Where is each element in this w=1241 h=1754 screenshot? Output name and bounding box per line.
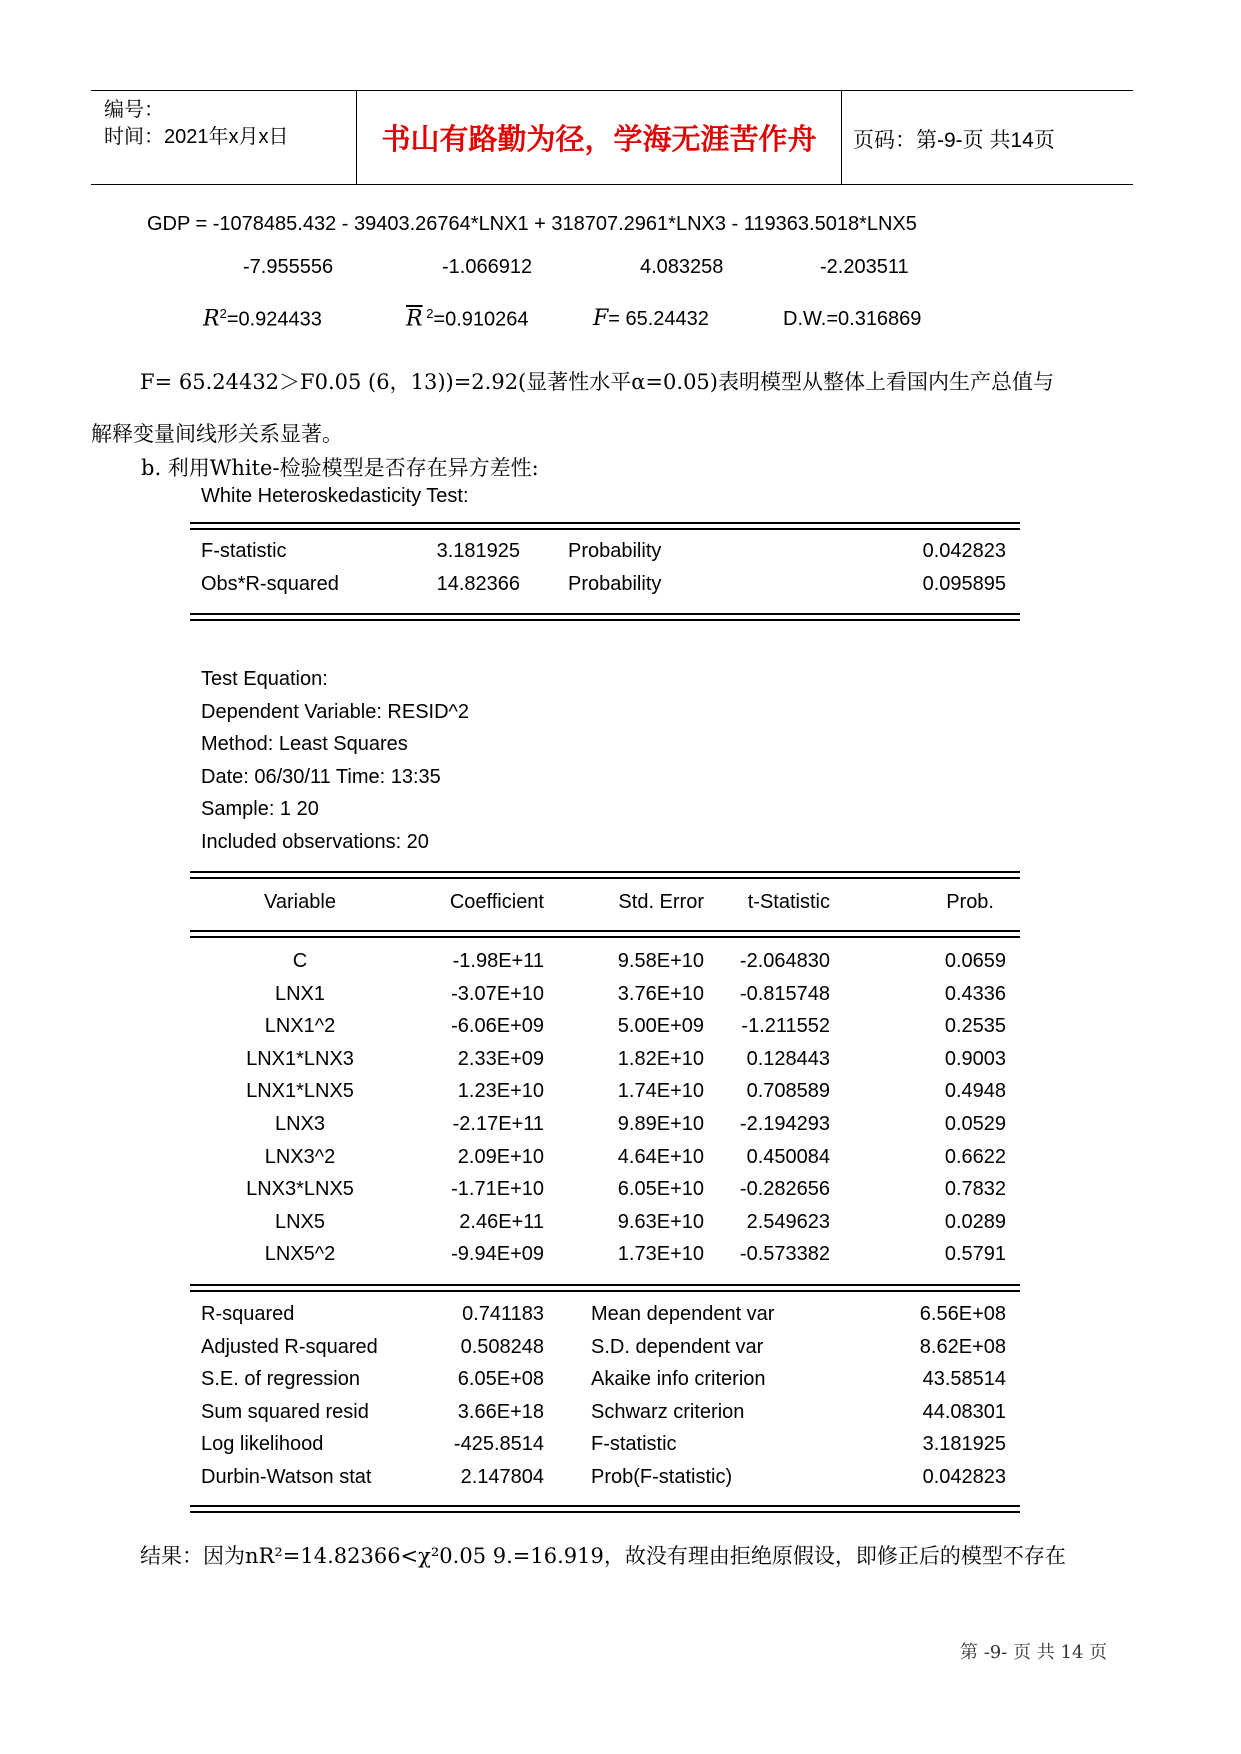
coef-variable: LNX3^2 (264, 1145, 336, 1168)
summary-label-right: Prob(F-statistic) (591, 1466, 733, 1488)
summary-value-left: 3.66E+18 (457, 1400, 544, 1423)
t-value-3: 4.083258 (640, 256, 724, 278)
motto: 书山有路勤为径，学海无涯苦作舟 (381, 124, 817, 156)
table-double-rule (190, 871, 1020, 879)
summary-label-right: Schwarz criterion (591, 1400, 745, 1423)
test-info-line: Dependent Variable: RESID^2 (201, 700, 470, 723)
header-page-cell (842, 91, 1133, 184)
coef-t-statistic: 2.549623 (746, 1210, 830, 1233)
coef-std-error: 1.74E+10 (617, 1080, 704, 1103)
result-line: 结果：因为nR²=14.82366<χ²0.05 9.=16.919，故没有理由拒绝原假设，即修正后的模型不存在 (140, 1544, 1066, 1568)
summary-label-left: Log likelihood (201, 1433, 324, 1456)
coef-prob: 0.5791 (944, 1243, 1006, 1266)
white-stat-prob-label: Probability (568, 540, 662, 562)
page-header (91, 90, 1133, 185)
coef-std-error: 9.89E+10 (617, 1113, 704, 1135)
coef-std-error: 1.73E+10 (617, 1243, 704, 1266)
coef-prob: 0.7832 (944, 1178, 1006, 1201)
summary-value-left: 6.05E+08 (457, 1368, 544, 1391)
summary-value-right: 6.56E+08 (919, 1303, 1006, 1325)
coef-t-statistic: -0.815748 (739, 982, 830, 1005)
coef-prob: 0.6622 (944, 1145, 1006, 1168)
summary-value-right: 8.62E+08 (919, 1335, 1006, 1358)
white-stat-prob: 0.095895 (922, 573, 1006, 595)
col-header-std-error: Std. Error (618, 891, 704, 913)
coef-value: -6.06E+09 (451, 1015, 544, 1038)
coef-variable: LNX3 (274, 1113, 326, 1135)
summary-value-left: 0.741183 (462, 1303, 544, 1325)
coef-prob: 0.0529 (944, 1113, 1006, 1135)
test-info-line: Date: 06/30/11 Time: 13:35 (201, 765, 441, 788)
header-motto-cell (357, 91, 842, 184)
test-info-line: Method: Least Squares (201, 733, 408, 756)
summary-value-right: 3.181925 (922, 1433, 1006, 1456)
coef-std-error: 5.00E+09 (617, 1015, 704, 1038)
white-stat-value: 14.82366 (436, 573, 520, 595)
time-label: 时间：2021年x月x日 (104, 126, 289, 148)
summary-value-right: 43.58514 (922, 1368, 1006, 1391)
summary-value-left: 2.147804 (460, 1466, 544, 1488)
t-value-4: -2.203511 (820, 256, 909, 278)
summary-label-right: F-statistic (591, 1433, 677, 1456)
coef-value: 2.09E+10 (457, 1145, 544, 1168)
coef-value: 2.33E+09 (457, 1047, 544, 1070)
col-header-variable: Variable (264, 891, 336, 913)
coef-prob: 0.0659 (944, 950, 1006, 972)
coef-t-statistic: 0.708589 (746, 1080, 830, 1103)
coef-t-statistic: -2.194293 (739, 1113, 830, 1135)
coef-variable: LNX3*LNX5 (246, 1178, 354, 1201)
coef-prob: 0.4336 (944, 982, 1006, 1005)
coef-variable: LNX1^2 (264, 1015, 336, 1038)
header-left-cell (91, 91, 357, 184)
coef-t-statistic: -2.064830 (739, 950, 830, 972)
paragraph-1-line-1: F= 65.24432＞F0.05 (6，13))=2.92(显著性水平α=0.05)表明模型从整体上看国内生产总值与 (140, 370, 1054, 394)
summary-label-left: Sum squared resid (201, 1400, 369, 1423)
coef-value: 2.46E+11 (459, 1210, 544, 1233)
summary-label-right: Mean dependent var (591, 1303, 775, 1325)
coef-value: -1.98E+11 (452, 950, 544, 972)
coef-t-statistic: 0.450084 (746, 1145, 830, 1168)
summary-label-left: S.E. of regression (201, 1368, 360, 1391)
coef-value: -1.71E+10 (451, 1178, 544, 1201)
coef-variable: LNX1*LNX3 (246, 1047, 354, 1070)
summary-label-right: S.D. dependent var (591, 1335, 764, 1358)
table-double-rule (190, 1284, 1020, 1292)
summary-label-left: Adjusted R-squared (201, 1335, 378, 1358)
coef-std-error: 9.58E+10 (617, 950, 704, 972)
white-stat-prob-label: Probability (568, 573, 662, 595)
coef-prob: 0.0289 (944, 1210, 1006, 1233)
page-footer: 第 -9- 页 共 14 页 (960, 1642, 1108, 1663)
coef-variable: LNX1 (274, 982, 326, 1005)
coef-prob: 0.9003 (944, 1047, 1006, 1070)
table-double-rule (190, 522, 1020, 530)
coef-value: 1.23E+10 (457, 1080, 544, 1103)
dw-stat: D.W.=0.316869 (783, 308, 922, 330)
coef-prob: 0.4948 (944, 1080, 1006, 1103)
coef-t-statistic: -1.211552 (741, 1015, 830, 1038)
coef-value: -2.17E+11 (452, 1113, 544, 1135)
r-squared-stat: $R^2=0.924433$ (203, 306, 322, 332)
white-stat-name: Obs*R-squared (201, 573, 339, 595)
adj-r-squared-stat: $\overline{R}$ $^2$=0.910264 (406, 306, 529, 332)
coef-t-statistic: -0.573382 (739, 1243, 830, 1266)
f-stat: F= 65.24432 (593, 306, 709, 331)
coef-variable: LNX1*LNX5 (246, 1080, 354, 1103)
summary-value-right: 0.042823 (922, 1466, 1006, 1488)
item-b-heading: b. 利用White-检验模型是否存在异方差性: (141, 456, 539, 480)
test-info-line: Included observations: 20 (201, 831, 429, 853)
t-value-2: -1.066912 (442, 256, 533, 278)
table-double-rule (190, 1505, 1020, 1513)
gdp-equation: GDP = -1078485.432 - 39403.26764*LNX1 + 318707.2961*LNX3 - 119363.5018*LNX5 (147, 213, 917, 235)
table-double-rule (190, 613, 1020, 621)
summary-value-right: 44.08301 (922, 1400, 1006, 1423)
summary-label-left: R-squared (201, 1303, 295, 1325)
coef-std-error: 6.05E+10 (617, 1178, 704, 1201)
coef-std-error: 4.64E+10 (617, 1145, 704, 1168)
serial-label: 编号： (104, 99, 164, 121)
coef-variable: LNX5^2 (264, 1243, 336, 1266)
table-double-rule (190, 930, 1020, 938)
test-info-line: Test Equation: (201, 668, 328, 690)
coef-std-error: 9.63E+10 (617, 1210, 704, 1233)
summary-label-right: Akaike info criterion (591, 1368, 766, 1391)
white-stat-prob: 0.042823 (922, 540, 1006, 562)
coef-value: -3.07E+10 (451, 982, 544, 1005)
t-value-1: -7.955556 (243, 256, 334, 278)
summary-value-left: -425.8514 (453, 1433, 544, 1456)
white-stat-value: 3.181925 (436, 540, 520, 562)
coef-t-statistic: -0.282656 (739, 1178, 830, 1201)
coef-prob: 0.2535 (944, 1015, 1006, 1038)
col-header-coefficient: Coefficient (449, 891, 544, 913)
col-header-prob: Prob. (946, 891, 994, 913)
paragraph-1-line-2: 解释变量间线形关系显著。 (91, 422, 343, 446)
coef-variable: C (292, 950, 308, 972)
coef-std-error: 1.82E+10 (617, 1047, 704, 1070)
coef-t-statistic: 0.128443 (746, 1047, 830, 1070)
summary-value-left: 0.508248 (460, 1335, 544, 1358)
test-info-line: Sample: 1 20 (201, 798, 319, 821)
summary-label-left: Durbin-Watson stat (201, 1466, 372, 1488)
page-info: 页码：第-9-页 共14页 (853, 129, 1055, 152)
coef-std-error: 3.76E+10 (617, 982, 704, 1005)
white-stat-name: F-statistic (201, 540, 287, 562)
coef-value: -9.94E+09 (451, 1243, 544, 1266)
coef-variable: LNX5 (274, 1210, 326, 1233)
white-test-title: White Heteroskedasticity Test: (201, 485, 469, 507)
col-header-t-statistic: t-Statistic (747, 891, 830, 913)
